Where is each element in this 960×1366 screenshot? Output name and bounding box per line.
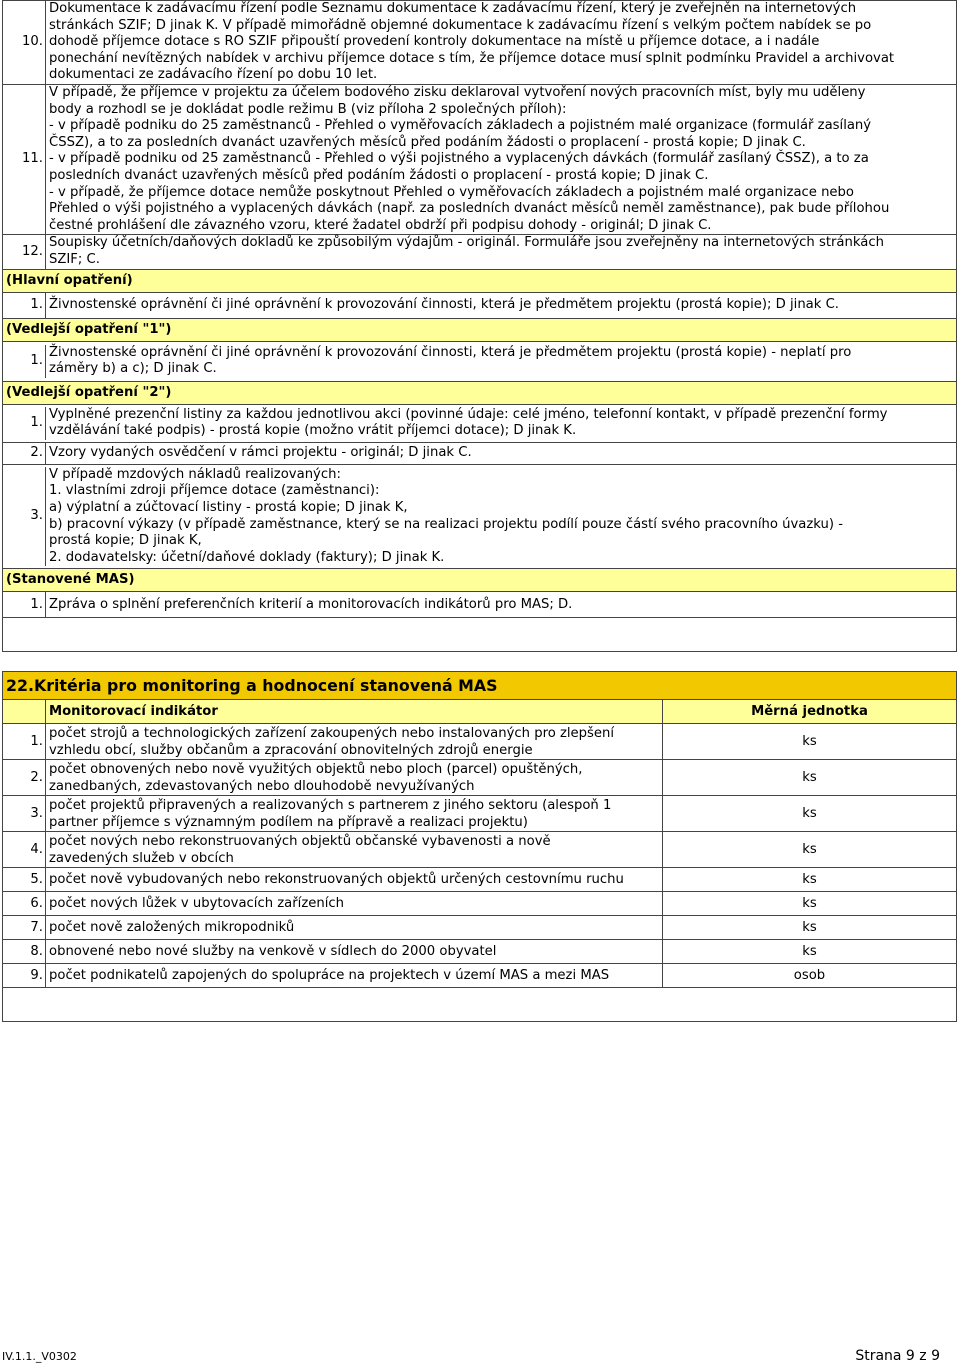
section-header-vedlejsi-2: (Vedlejší opatření "2") [2, 382, 957, 405]
monitoring-table-header [2, 700, 957, 724]
indicator-text: obnovené nebo nové služby na venkově v sídlech do 2000 obyvatel [45, 940, 663, 963]
unit-cell: ks [802, 806, 817, 822]
unit-cell: ks [802, 734, 817, 750]
doc-row-11 [2, 85, 957, 235]
header-indicator: Monitorovací indikátor [45, 700, 663, 723]
table-row [2, 832, 957, 868]
doc-row [2, 405, 957, 443]
row-text: Živnostenské oprávnění či jiné oprávnění k provozování činnosti, která je předmětem projektu (prostá kopie); D jinak C. [45, 293, 956, 318]
row-number: 10. [22, 34, 43, 50]
row-number: 7. [30, 920, 43, 936]
indicator-text: počet strojů a technologických zařízení zakoupených nebo instalovaných pro zlepšení vzhledu obcí, služby občanům a zpracování obnovitelných zdrojů energie [45, 724, 663, 759]
unit-cell: ks [802, 896, 817, 912]
unit-cell: ks [802, 920, 817, 936]
row-text: Dokumentace k zadávacímu řízení podle Seznamu dokumentace k zadávacímu řízení, který je zveřejněn na internetových stránkách SZIF; D jinak K. V případě mimořádně objemné dokumentace k zadávacímu řízení s velkým počtem nabídek se po dohodě příjemce dotace s RO SZIF připouští provedení kontroly dokumentace na místě u příjemce dotace, a i nadále ponechání nevítězných nabídek v archivu příjemce dotace s tím, že příjemce dotace musí splnit podmínku Pravidel a archivovat dokumentaci ze zadávacího řízení po dobu 10 let. [45, 1, 956, 84]
row-number: 1. [30, 296, 43, 312]
doc-row [2, 592, 957, 618]
indicator-text: počet nově vybudovaných nebo rekonstruovaných objektů určených cestovnímu ruchu [45, 868, 663, 891]
unit-cell: ks [802, 770, 817, 786]
doc-row [2, 293, 957, 319]
section-header-vedlejsi-1: (Vedlejší opatření "1") [2, 319, 957, 342]
table-row [2, 916, 957, 940]
row-number: 2. [30, 445, 43, 461]
row-number: 3. [30, 508, 43, 524]
doc-row [2, 465, 957, 570]
indicator-text: počet nových nebo rekonstruovaných objektů občanské vybavenosti a nově zavedených služeb v obcích [45, 832, 663, 867]
table-row [2, 796, 957, 832]
row-number: 1. [30, 734, 43, 750]
unit-cell: ks [802, 944, 817, 960]
monitoring-table-body [2, 724, 957, 988]
unit-cell: ks [802, 842, 817, 858]
row-number: 2. [30, 770, 43, 786]
row-number: 6. [30, 896, 43, 912]
blank-spacer-row [2, 618, 957, 652]
row-number: 1. [30, 414, 43, 430]
row-number: 3. [30, 806, 43, 822]
header-num-cell [3, 700, 45, 723]
blank-spacer-row [2, 988, 957, 1022]
unit-cell: osob [793, 968, 826, 984]
row-text: V případě mzdových nákladů realizovaných: 1. vlastními zdroji příjemce dotace (zaměstnanci): a) výplatní a zúčtovací listiny - prostá kopie; D jinak K, b) pracovní výkazy (v případě zaměstnance, který se na realizaci projektu podílí pouze částí svého pracovního úvazku) - prostá kopie; D jinak K, 2. dodavatelsky: účetní/daňové doklady (faktury); D jinak K. [45, 467, 956, 567]
section-header-stanovene-mas: (Stanovené MAS) [2, 569, 957, 592]
doc-row-12 [2, 235, 957, 269]
row-number: 9. [30, 968, 43, 984]
unit-cell: ks [802, 872, 817, 888]
table-row [2, 892, 957, 916]
table-row [2, 940, 957, 964]
row-text: Soupisky účetních/daňových dokladů ke způsobilým výdajům - originál. Formuláře jsou zveřejněny na internetových stránkách SZIF; C. [45, 235, 956, 268]
row-number: 12. [22, 243, 43, 259]
table-row [2, 760, 957, 796]
table-row [2, 964, 957, 988]
row-text: Zpráva o splnění preferenčních kriterií a monitorovacích indikátorů pro MAS; D. [45, 592, 956, 617]
row-number: 1. [30, 596, 43, 612]
doc-row [2, 342, 957, 382]
indicator-text: počet podnikatelů zapojených do spolupráce na projektech v území MAS a mezi MAS [45, 964, 663, 987]
row-text: V případě, že příjemce v projektu za účelem bodového zisku deklaroval vytvoření nových pracovních míst, byly mu uděleny body a rozhodl se je dokládat podle režimu B (viz příloha 2 společných příloh): - v případě podniku do 25 zaměstnanců - Přehled o vyměřovacích základech a pojistném malé organizace (formulář zasílaný ČSSZ), a to za posledních dvanáct uzavřených měsíců před podáním žádosti o proplacení - prostá kopie; D jinak C. - v případě podniku od 25 zaměstnanců - Přehled o výši pojistného a vyplacených dávkách (formulář zasílaný ČSSZ), a to za posledních dvanáct uzavřených měsíců před podáním žádosti o proplacení - prostá kopie; D jinak C. - v případě, že příjemce dotace nemůže poskytnout Přehled o vyměřovacích základech a pojistném malé organizace nebo Přehled o výši pojistného a vyplacených dávkách (např. za posledních dvanáct měsíců neměl zaměstnance), pak bude přílohou čestné prohlášení dle závazného vzoru, které žadatel obdrží při podpisu dohody - originál; D jinak C. [45, 85, 956, 234]
doc-row [2, 443, 957, 465]
footer-version: IV.1.1._V0302 [2, 1350, 77, 1363]
row-text: Vyplněné prezenční listiny za každou jednotlivou akci (povinné údaje: celé jméno, telefonní kontakt, v případě prezenční formy vzdělávání také podpis) - prostá kopie (možno vrátit příjemci dotace); D jinak K. [45, 407, 956, 440]
indicator-text: počet projektů připravených a realizovaných s partnerem z jiného sektoru (alespoň 1 partner příjemce s významným podílem na přípravě a realizaci projektu) [45, 796, 663, 831]
header-unit: Měrná jednotka [751, 704, 868, 720]
row-text: Živnostenské oprávnění či jiné oprávnění k provozování činnosti, která je předmětem projektu (prostá kopie) - neplatí pro záměry b) a c); D jinak C. [45, 345, 956, 378]
monitoring-section-title: 22.Kritéria pro monitoring a hodnocení stanovená MAS [2, 671, 957, 700]
row-number: 11. [22, 151, 43, 167]
section-header-hlavni: (Hlavní opatření) [2, 270, 957, 293]
table-row [2, 868, 957, 892]
row-text: Vzory vydaných osvědčení v rámci projektu - originál; D jinak C. [45, 443, 956, 464]
row-number: 5. [30, 872, 43, 888]
footer-page-number: Strana 9 z 9 [855, 1348, 940, 1364]
gap [2, 652, 957, 671]
row-number: 4. [30, 842, 43, 858]
indicator-text: počet nových lůžek v ubytovacích zařízeních [45, 892, 663, 915]
indicator-text: počet nově založených mikropodniků [45, 916, 663, 939]
row-number: 8. [30, 944, 43, 960]
indicator-text: počet obnovených nebo nově využitých objektů nebo ploch (parcel) opuštěných, zanedbaných, zdevastovaných nebo dlouhodobě nevyužívaných [45, 760, 663, 795]
row-number: 1. [30, 352, 43, 368]
doc-row-10 [2, 0, 957, 85]
table-row [2, 724, 957, 760]
